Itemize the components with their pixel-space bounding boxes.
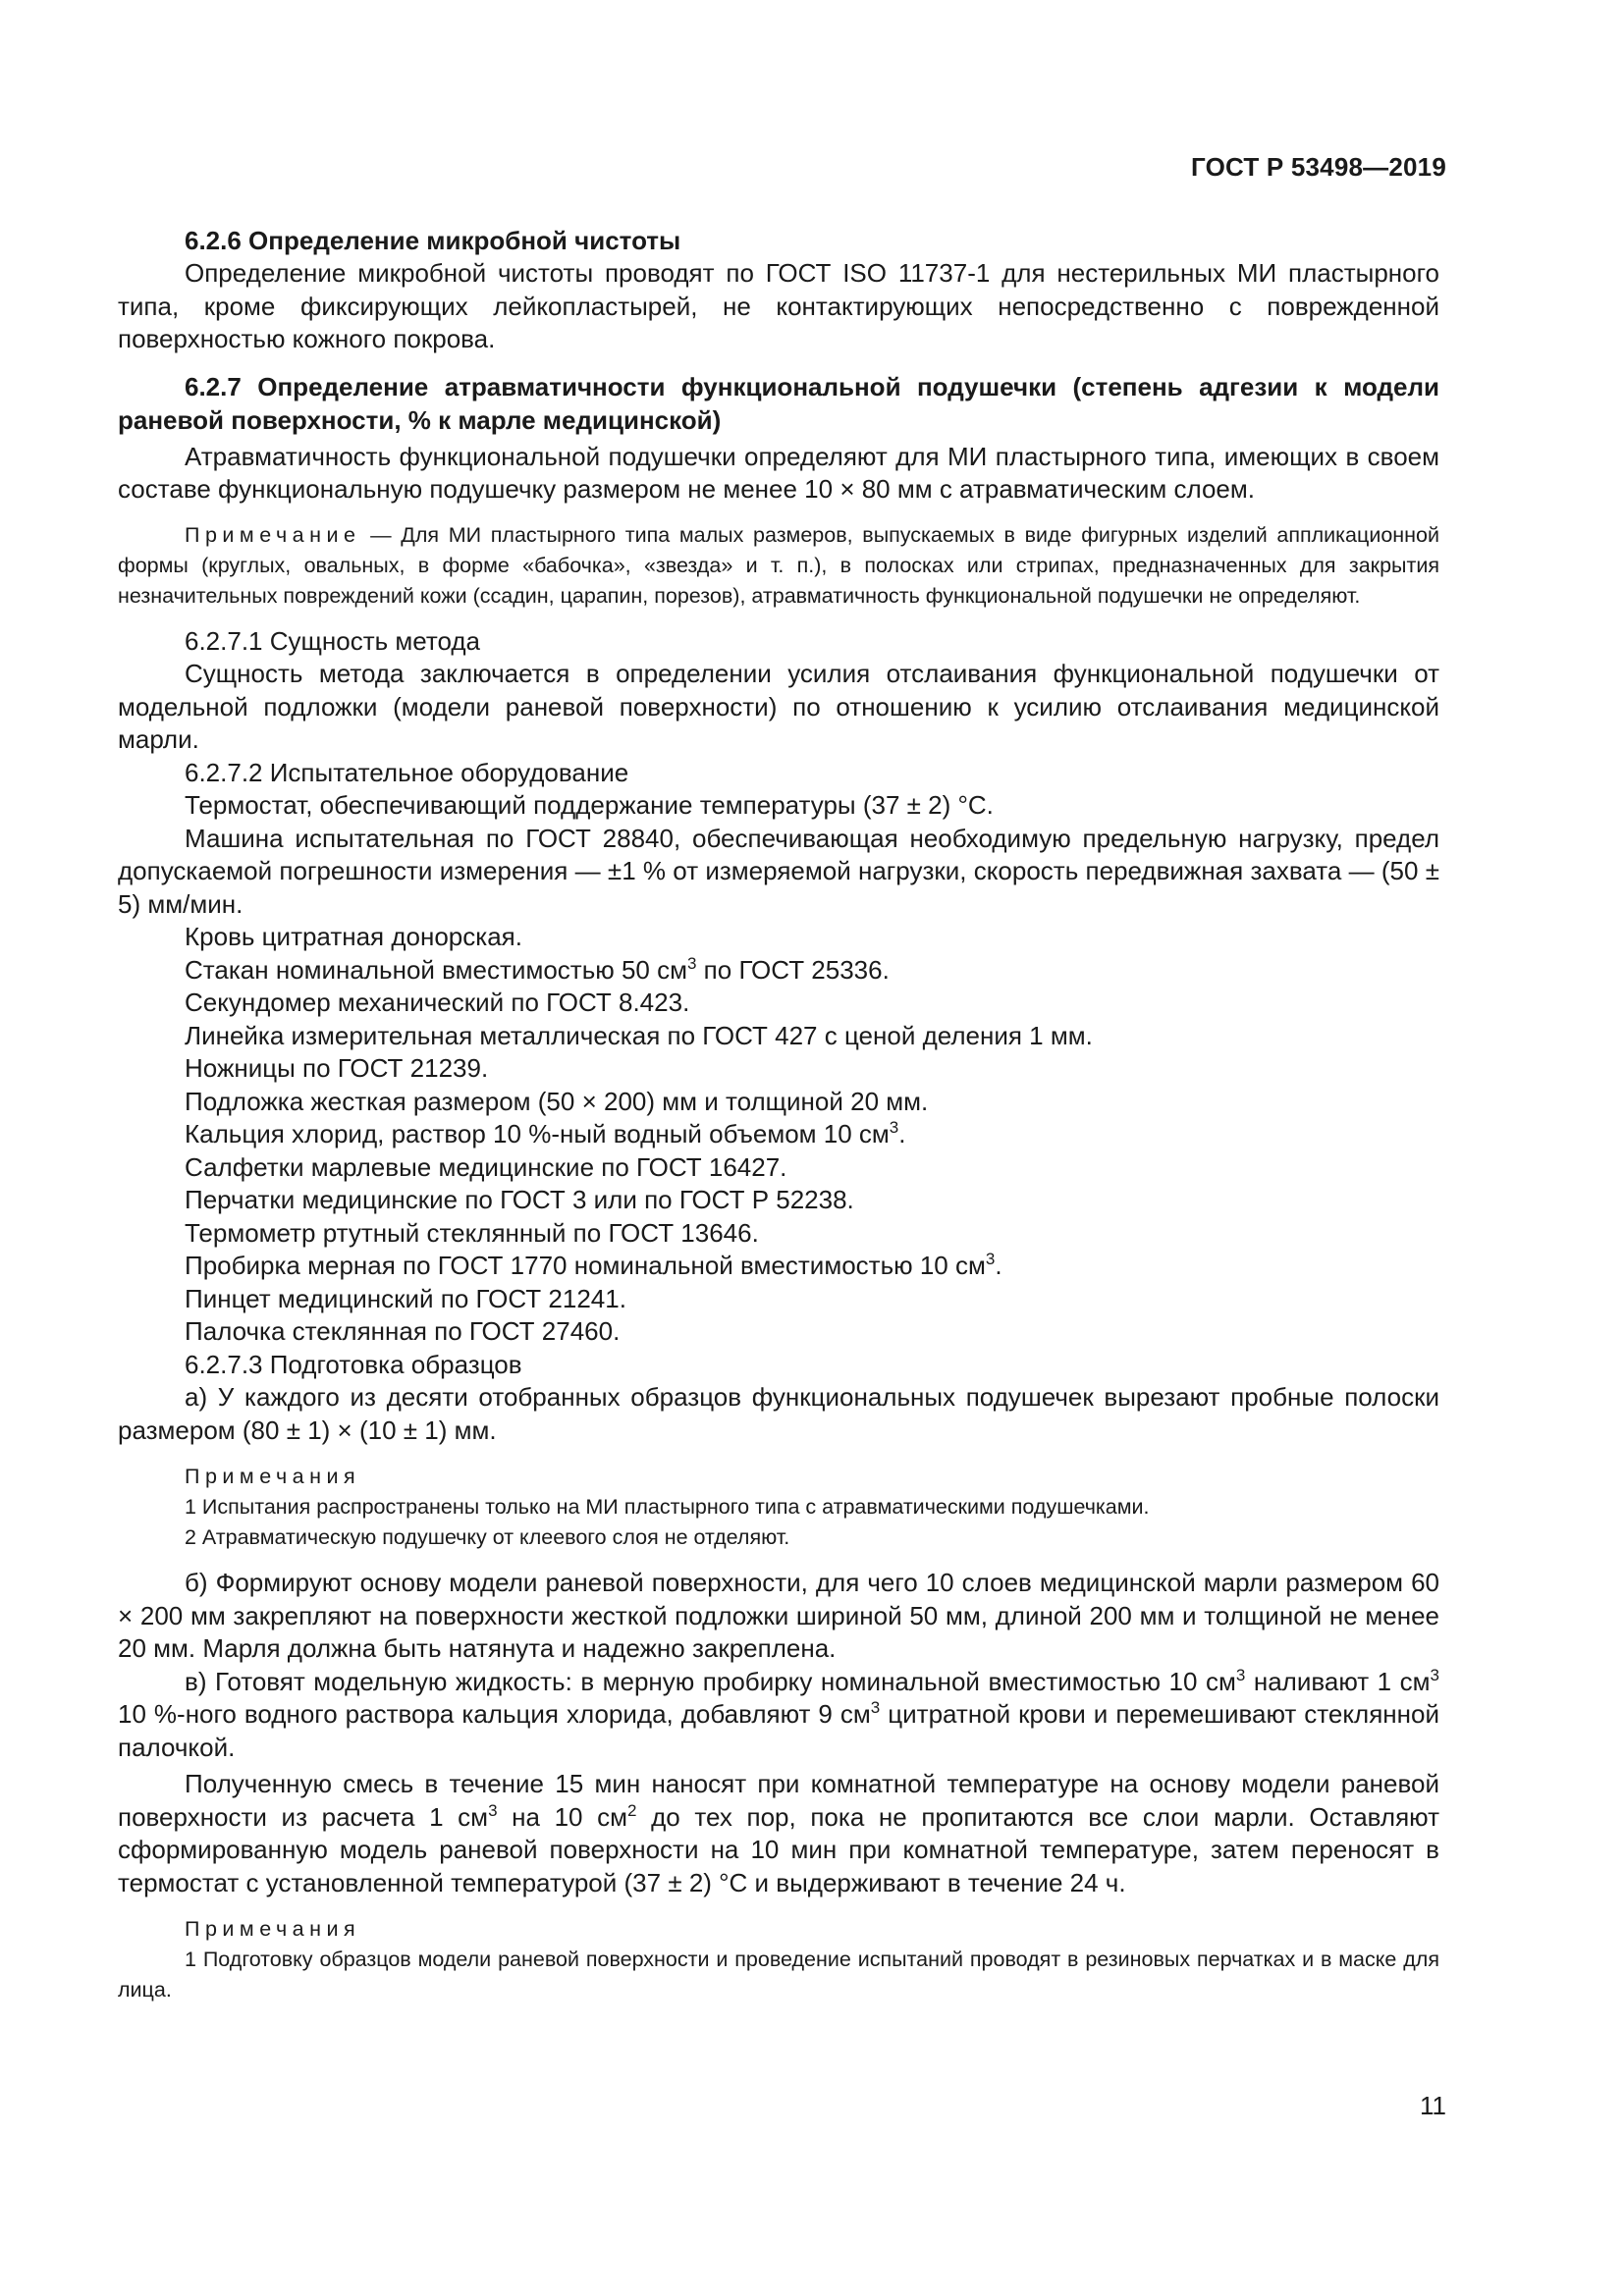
notes-label-2: Примечания bbox=[185, 1917, 361, 1941]
equipment-thermometer: Термометр ртутный стеклянный по ГОСТ 13646. bbox=[185, 1217, 759, 1248]
section-6-2-7-3-title: 6.2.7.3 Подготовка образцов bbox=[185, 1349, 522, 1379]
section-6-2-7-2-title: 6.2.7.2 Испытательное оборудование bbox=[185, 757, 629, 787]
equipment-tweezers: Пинцет медицинский по ГОСТ 21241. bbox=[185, 1283, 626, 1313]
sample-prep-mixture: Полученную смесь в течение 15 мин наносят при комнатной температуре на основу модели раневой поверхности из расчета 1 $см^3$ на 10 $см^2$ до тех пор, пока не пропитаются все слои марли. Оставляют сформированную модель раневой поверхности на 10 мин при комнатной температуре, затем переносят в термостат с установленной температурой (37 ± 2) °С и выдерживают в течение 24 ч. bbox=[118, 1769, 1439, 1897]
notes-label-1: Примечания bbox=[185, 1465, 361, 1488]
section-6-2-7-title: 6.2.7 Определение атравматичности функциональной подушечки (степень адгезии к модели раневой поверхности, % к марле медицинской) bbox=[118, 371, 1439, 435]
equipment-gauze-napkins: Салфетки марлевые медицинские по ГОСТ 16427. bbox=[185, 1151, 787, 1182]
note-text: — Для МИ пластырного типа малых размеров, выпускаемых в виде фигурных изделий аппликационной формы (круглых, овальных, в форме «бабочка», «звезда» и т. п.), в полосках или стрипах, предназначенных для закрытия незначительных повреждений кожи (ссадин, царапин, порезов), атравматичность функциональной подушечки не определяют. bbox=[118, 522, 1439, 608]
document-code: ГОСТ Р 53498—2019 bbox=[1191, 152, 1446, 182]
section-6-2-6-paragraph: Определение микробной чистоты проводят по ГОСТ ISO 11737-1 для нестерильных МИ пластырного типа, кроме фиксирующих лейкопластырей, не контактирующих непосредственно с поврежденной поверхностью кожного покрова. bbox=[118, 258, 1439, 353]
equipment-gloves: Перчатки медицинские по ГОСТ 3 или по ГОСТ Р 52238. bbox=[185, 1185, 854, 1214]
equipment-test-tube: Пробирка мерная по ГОСТ 1770 номинальной вместимостью 10 $см^3$. bbox=[185, 1250, 1002, 1280]
section-6-2-7-paragraph: Атравматичность функциональной подушечки определяют для МИ пластырного типа, имеющих в своем составе функциональную подушечку размером не менее 10 × 80 мм с атравматическим слоем. bbox=[118, 441, 1439, 504]
notes-2-item-1: 1 Подготовку образцов модели раневой поверхности и проведение испытаний проводят в резиновых перчатках и в маске для лица. bbox=[118, 1948, 1439, 2002]
notes-1-item-2: 2 Атравматическую подушечку от клеевого слоя не отделяют. bbox=[185, 1525, 790, 1549]
section-6-2-6-title: 6.2.6 Определение микробной чистоты bbox=[185, 226, 681, 255]
section-6-2-7-1-title: 6.2.7.1 Сущность метода bbox=[185, 625, 481, 656]
page-content bbox=[118, 224, 1439, 2005]
equipment-thermostat: Термостат, обеспечивающий поддержание температуры (37 ± 2) °С. bbox=[185, 790, 994, 820]
sample-prep-a: а) У каждого из десяти отобранных образцов функциональных подушечек вырезают пробные полоски размером (80 ± 1) × (10 ± 1) мм. bbox=[118, 1382, 1439, 1445]
equipment-ruler: Линейка измерительная металлическая по ГОСТ 427 с ценой деления 1 мм. bbox=[185, 1020, 1093, 1050]
equipment-stopwatch: Секундомер механический по ГОСТ 8.423. bbox=[185, 988, 690, 1017]
equipment-blood: Кровь цитратная донорская. bbox=[185, 922, 522, 951]
equipment-calcium-chloride: Кальция хлорид, раствор 10 %-ный водный объемом 10 $см^3$. bbox=[185, 1118, 906, 1148]
sample-prep-v: в) Готовят модельную жидкость: в мерную пробирку номинальной вместимостью 10 $см^3$ наливают 1 $см^3$ 10 %-ного водного раствора кальция хлорида, добавляют 9 $см^3$ цитратной крови и перемешивают стеклянной палочкой. bbox=[118, 1665, 1440, 1762]
equipment-scissors: Ножницы по ГОСТ 21239. bbox=[185, 1053, 489, 1083]
section-6-2-7-1-paragraph: Сущность метода заключается в определении усилия отслаивания функциональной подушечки от модельной подложки (модели раневой поверхности) по отношению к усилию отслаивания медицинской марли. bbox=[118, 659, 1439, 754]
sample-prep-b: б) Формируют основу модели раневой поверхности, для чего 10 слоев медицинской марли размером 60 × 200 мм закрепляют на поверхности жесткой подложки шириной 50 мм, длиной 200 мм и толщиной не менее 20 мм. Марля должна быть натянута и надежно закреплена. bbox=[118, 1568, 1439, 1663]
page-number: 11 bbox=[1420, 2091, 1446, 2120]
equipment-substrate: Подложка жесткая размером (50 × 200) мм и толщиной 20 мм. bbox=[185, 1086, 929, 1116]
equipment-glass-rod: Палочка стеклянная по ГОСТ 27460. bbox=[185, 1316, 621, 1346]
notes-1-item-1: 1 Испытания распространены только на МИ пластырного типа с атравматическими подушечками. bbox=[185, 1495, 1150, 1519]
note-label: Примечание bbox=[185, 522, 361, 547]
equipment-testing-machine: Машина испытательная по ГОСТ 28840, обеспечивающая необходимую предельную нагрузку, предел допускаемой погрешности измерения — ±1 % от измеряемой нагрузки, скорость передвижная захвата — (50 ± 5) мм/мин. bbox=[118, 823, 1439, 919]
section-6-2-7-note bbox=[118, 520, 1439, 612]
equipment-beaker: Стакан номинальной вместимостью 50 $см^3$ по ГОСТ 25336. bbox=[185, 953, 890, 985]
